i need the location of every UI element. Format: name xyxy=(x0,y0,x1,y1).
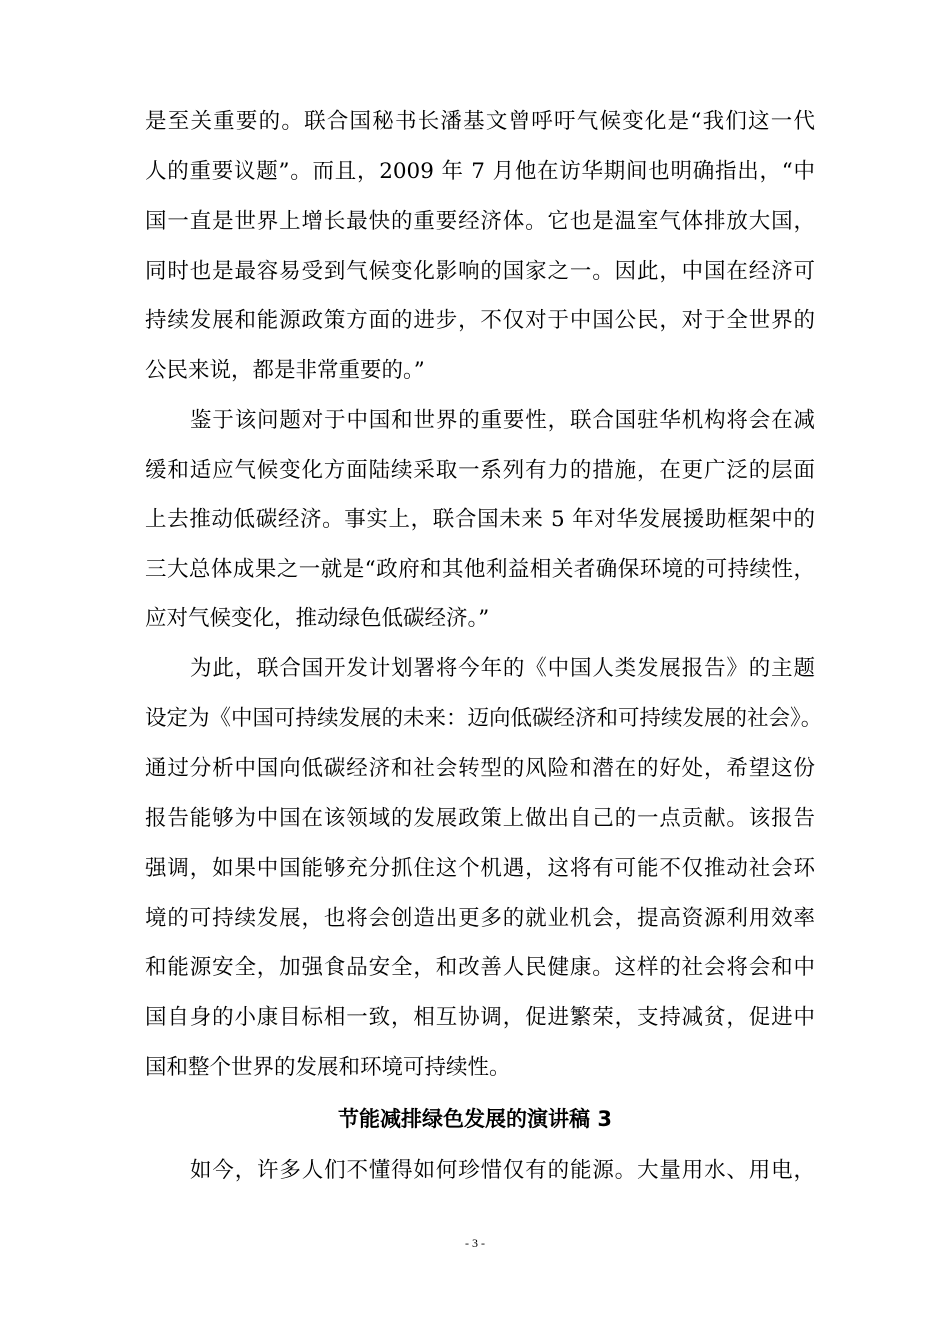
paragraph-3-line-6: 境的可持续发展，也将会创造出更多的就业机会，提高资源利用效率 xyxy=(145,906,815,931)
paragraph-1-line-5: 持续发展和能源政策方面的进步，不仅对于中国公民，对于全世界的 xyxy=(145,308,815,333)
section-heading: 节能减排绿色发展的演讲稿 3 xyxy=(338,1107,612,1131)
paragraph-1-line-3: 国一直是世界上增长最快的重要经济体。它也是温室气体排放大国， xyxy=(145,209,815,234)
paragraph-3-line-9: 国和整个世界的发展和环境可持续性。 xyxy=(145,1055,511,1080)
paragraph-3-line-8: 国自身的小康目标相一致，相互协调，促进繁荣，支持减贫，促进中 xyxy=(145,1005,815,1030)
paragraph-2-line-1: 鉴于该问题对于中国和世界的重要性，联合国驻华机构将会在减 xyxy=(190,408,815,433)
paragraph-1-line-6: 公民来说，都是非常重要的。” xyxy=(145,358,425,383)
paragraph-3-line-3: 通过分析中国向低碳经济和社会转型的风险和潜在的好处，希望这份 xyxy=(145,756,815,781)
paragraph-3-line-4: 报告能够为中国在该领域的发展政策上做出自己的一点贡献。该报告 xyxy=(145,806,815,831)
paragraph-2-line-2: 缓和适应气候变化方面陆续采取一系列有力的措施，在更广泛的层面 xyxy=(145,458,815,483)
paragraph-1-line-1: 是至关重要的。联合国秘书长潘基文曾呼吁气候变化是“我们这一代 xyxy=(145,109,815,134)
paragraph-1-line-4: 同时也是最容易受到气候变化影响的国家之一。因此，中国在经济可 xyxy=(145,259,815,284)
paragraph-3-line-7: 和能源安全，加强食品安全，和改善人民健康。这样的社会将会和中 xyxy=(145,955,815,980)
paragraph-3-line-5: 强调，如果中国能够充分抓住这个机遇，这将有可能不仅推动社会环 xyxy=(145,856,815,881)
paragraph-3-line-1: 为此，联合国开发计划署将今年的《中国人类发展报告》的主题 xyxy=(190,656,815,681)
paragraph-1-line-2: 人的重要议题”。而且，2009 年 7 月他在访华期间也明确指出，“中 xyxy=(145,159,815,184)
page-number: - 3 - xyxy=(465,1236,485,1250)
paragraph-3-line-2: 设定为《中国可持续发展的未来：迈向低碳经济和可持续发展的社会》。 xyxy=(145,706,823,731)
paragraph-4-line-1: 如今，许多人们不懂得如何珍惜仅有的能源。大量用水、用电， xyxy=(190,1158,815,1183)
paragraph-2-line-3: 上去推动低碳经济。事实上，联合国未来 5 年对华发展援助框架中的 xyxy=(145,507,815,532)
paragraph-2-line-4: 三大总体成果之一就是“政府和其他利益相关者确保环境的可持续性， xyxy=(145,557,815,582)
paragraph-2-line-5: 应对气候变化，推动绿色低碳经济。” xyxy=(145,606,490,631)
